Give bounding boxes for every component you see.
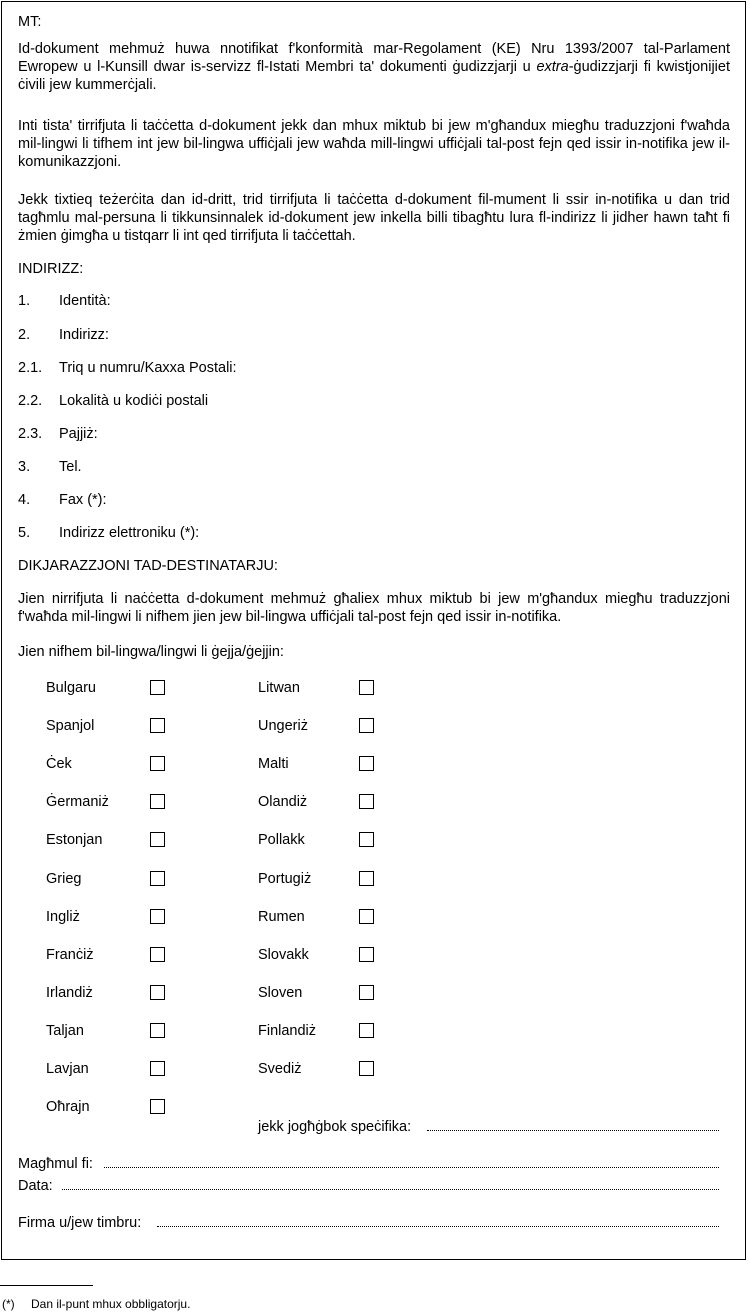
address-field-number: 2. [18, 327, 31, 343]
address-field-label: Lokalità u kodiċi postali [59, 393, 209, 409]
address-field-number: 2.3. [18, 426, 43, 442]
language-checkbox[interactable] [150, 1099, 165, 1114]
address-field-label: Pajjiż: [59, 426, 98, 442]
address-field-number: 2.1. [18, 360, 43, 376]
language-checkbox[interactable] [150, 985, 165, 1000]
specify-field[interactable] [427, 1129, 719, 1131]
language-checkbox[interactable] [150, 832, 165, 847]
language-label: Finlandiż [258, 1023, 317, 1039]
declaration-text: Jien nirrifjuta li naċċetta d-dokument mehmuż għaliex mhux miktub bi jew m'għandux miegħu traduzzjoni f'waħda mil-lingwi li nifhem jien jew bil-lingwa uffiċjali tal-post fejn qed issir in-notifika. [18, 591, 730, 625]
language-label: Taljan [46, 1023, 84, 1039]
refusal-right-paragraph: Inti tista' tirrifjuta li taċċetta d-dokument jekk dan mhux miktub bi jew m'għandux miegħu traduzzjoni f'waħda mil-lingwi li tifhem int jew bil-lingwa uffiċjali jew waħda mill-lingwi uffiċjali tal-post fejn qed issir in-notifika jew il-komunikazzjoni. [18, 118, 730, 170]
language-checkbox[interactable] [359, 680, 374, 695]
address-field-label: Fax (*): [59, 492, 107, 508]
language-checkbox[interactable] [359, 794, 374, 809]
made-at-field[interactable] [104, 1166, 719, 1168]
language-checkbox[interactable] [359, 871, 374, 886]
address-field-number: 1. [18, 293, 31, 309]
language-label: Oħrajn [46, 1099, 90, 1115]
language-checkbox[interactable] [150, 909, 165, 924]
language-label: Pollakk [258, 832, 305, 848]
made-at-label: Magħmul fi: [18, 1156, 93, 1172]
language-checkbox[interactable] [359, 832, 374, 847]
language-label: Spanjol [46, 718, 95, 734]
language-checkbox[interactable] [150, 756, 165, 771]
address-heading: INDIRIZZ: [18, 261, 84, 277]
language-label: Malti [258, 756, 289, 772]
language-label: Olandiż [258, 794, 308, 810]
language-checkbox[interactable] [150, 1061, 165, 1076]
declaration-heading: DIKJARAZZJONI TAD-DESTINATARJU: [18, 558, 278, 574]
address-field-label: Triq u numru/Kaxxa Postali: [59, 360, 237, 376]
language-label: Estonjan [46, 832, 103, 848]
address-field-number: 4. [18, 492, 31, 508]
address-field-number: 2.2. [18, 393, 43, 409]
language-checkbox[interactable] [150, 794, 165, 809]
language-label: Slovakk [258, 947, 309, 963]
language-checkbox[interactable] [359, 718, 374, 733]
footnote-mark: (*) [2, 1297, 15, 1311]
language-label: Ingliż [46, 909, 80, 925]
language-label: Ġermaniż [46, 794, 109, 810]
language-label: Irlandiż [46, 985, 93, 1001]
language-label: Grieg [46, 871, 82, 887]
language-label: Franċiż [46, 947, 94, 963]
language-checkbox[interactable] [150, 1023, 165, 1038]
language-checkbox[interactable] [150, 680, 165, 695]
language-code: MT: [18, 14, 42, 30]
intro-paragraph: Id-dokument mehmuż huwa nnotifikat f'konformità mar-Regolament (KE) Nru 1393/2007 tal-Parlament Ewropew u l-Kunsill dwar is-servizz fl-Istati Membri ta' dokumenti ġudizzjarji u extra-ġudizzjarji fi kwistjonijiet ċivili jew kummerċjali. [18, 41, 731, 93]
address-field-number: 5. [18, 525, 31, 541]
language-checkbox[interactable] [359, 947, 374, 962]
language-checkbox[interactable] [359, 985, 374, 1000]
refusal-procedure-paragraph: Jekk tixtieq teżerċita dan id-dritt, trid tirrifjuta li taċċetta d-dokument fil-mument li ssir in-notifika u dan trid tagħmlu mal-persuna li tikkunsinnalek id-dokument jew inkella billi tibagħtu lura fl-indirizz li jidher hawn taħt fi żmien ġimgħa u tistqarr li int qed tirrifjuta li taċċettah. [18, 192, 730, 244]
specify-label: jekk jogħġbok speċifika: [258, 1119, 412, 1135]
address-field-label: Identità: [59, 293, 111, 309]
language-label: Ċek [46, 756, 72, 772]
date-label: Data: [18, 1178, 53, 1194]
address-field-label: Tel. [59, 459, 82, 475]
address-field-label: Indirizz elettroniku (*): [59, 525, 200, 541]
address-field-number: 3. [18, 459, 31, 475]
languages-intro: Jien nifhem bil-lingwa/lingwi li ġejja/ġejjin: [18, 644, 284, 660]
language-checkbox[interactable] [359, 756, 374, 771]
language-label: Ungeriż [258, 718, 308, 734]
language-label: Rumen [258, 909, 305, 925]
signature-label: Firma u/jew timbru: [18, 1215, 142, 1231]
language-label: Sloven [258, 985, 303, 1001]
language-label: Litwan [258, 680, 300, 696]
language-checkbox[interactable] [359, 1023, 374, 1038]
language-checkbox[interactable] [359, 909, 374, 924]
language-label: Portugiż [258, 871, 312, 887]
language-label: Lavjan [46, 1061, 89, 1077]
language-checkbox[interactable] [150, 718, 165, 733]
language-checkbox[interactable] [150, 871, 165, 886]
language-checkbox[interactable] [150, 947, 165, 962]
footnote-rule [0, 1285, 93, 1286]
signature-field[interactable] [157, 1225, 719, 1227]
footnote-text: Dan il-punt mhux obbligatorju. [31, 1297, 191, 1311]
language-label: Bulgaru [46, 680, 96, 696]
address-field-label: Indirizz: [59, 327, 109, 343]
date-field[interactable] [62, 1188, 719, 1190]
language-checkbox[interactable] [359, 1061, 374, 1076]
language-label: Svediż [258, 1061, 302, 1077]
